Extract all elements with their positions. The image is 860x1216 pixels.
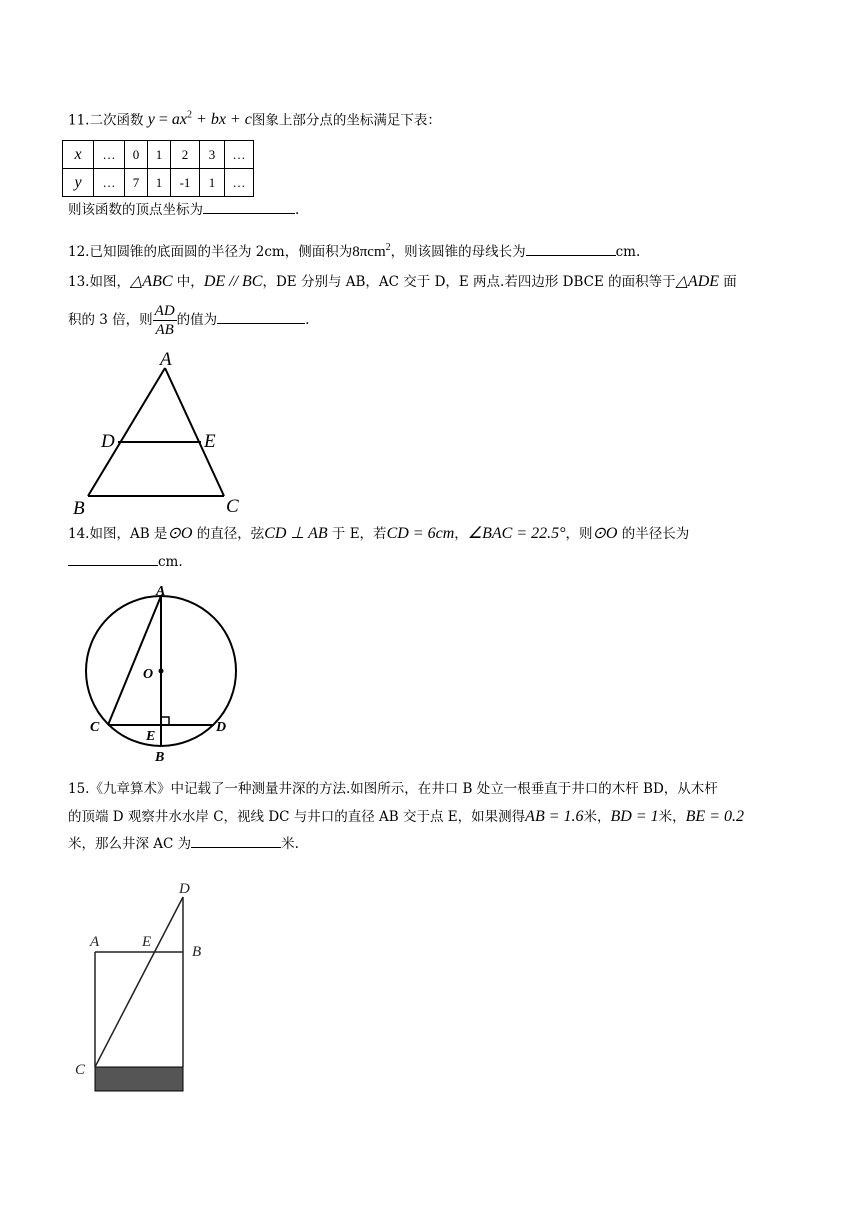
table-cell: 2 <box>171 141 200 169</box>
label-e: E <box>146 729 156 744</box>
label-e: E <box>142 934 152 950</box>
table-row <box>63 141 254 169</box>
answer-blank[interactable] <box>68 553 158 566</box>
q15-line-1: 15.《九章算术》中记载了一种测量井深的方法.如图所示，在井口 B 处立一根垂直于井口的木杆 BD，从木杆 <box>68 781 718 797</box>
label-d: D <box>216 720 227 735</box>
table-cell: 1 <box>200 169 225 197</box>
table-cell: x <box>63 141 94 169</box>
q11-answer-prefix: 则该函数的顶点坐标为 <box>68 202 203 218</box>
q11-value-table <box>62 140 254 197</box>
q13-triangle-abc: △ABC <box>129 273 173 290</box>
label-c: C <box>75 1062 86 1078</box>
table-cell: … <box>225 169 254 197</box>
label-c: C <box>226 496 239 517</box>
q14-cd-length: CD = 6cm <box>386 525 455 542</box>
answer-blank[interactable] <box>217 311 305 324</box>
q12-area: 8πcm$^2$ <box>352 242 391 260</box>
q15-line-3: 米，那么井深 AC 为 米. <box>68 836 299 852</box>
table-row <box>63 169 254 197</box>
label-b: B <box>155 750 165 765</box>
label-a: A <box>90 934 100 950</box>
q14-angle: ∠BAC = 22.5° <box>467 525 566 542</box>
table-cell: … <box>94 169 125 197</box>
table-cell: … <box>94 141 125 169</box>
answer-blank[interactable] <box>526 243 616 256</box>
q14-circle-o: ⊙O <box>167 525 193 542</box>
table-cell: 3 <box>200 141 225 169</box>
q11-line <box>68 106 441 130</box>
table-cell: … <box>225 141 254 169</box>
q11-equation: $y = ax^2$ + bx + c <box>147 110 252 129</box>
q15-be: BE = 0.2 <box>685 808 744 825</box>
q13-line-1: 13.如图，△ABC 中，DE // BC，DE 分别与 AB，AC 交于 D，E 两点.若四边形 DBCE 的面积等于△ADE 面 <box>68 273 737 290</box>
label-a: A <box>160 349 172 370</box>
q14-line-2: cm. <box>68 552 183 572</box>
q13-parallel: DE // BC <box>203 273 263 290</box>
table-cell: 0 <box>125 141 148 169</box>
label-d: D <box>101 431 115 452</box>
q13-line-2: 积的 3 倍，则 $\frac{AD}{AB}$ 的值为 . <box>68 303 310 338</box>
q11-suffix: 图象上部分点的坐标满足下表： <box>251 112 441 129</box>
table-cell: 7 <box>125 169 148 197</box>
q12-text: 12.已知圆锥的底面圆的半径为 2cm，侧面积为 <box>68 244 353 260</box>
q14-line-1: 14.如图，AB 是⊙O 的直径，弦CD ⊥ AB 于 E，若CD = 6cm，∠BAC = 22.5°，则⊙O 的半径长为 <box>68 525 690 542</box>
q15-bd: BD = 1 <box>610 808 659 825</box>
label-b: B <box>192 944 202 960</box>
q15-line-2: 的顶端 D 观察井水水岸 C，视线 DC 与井口的直径 AB 交于点 E，如果测得AB = 1.6米，BD = 1米，BE = 0.2 <box>68 808 744 825</box>
label-b: B <box>73 498 85 519</box>
q14-perp: CD ⊥ AB <box>264 525 328 542</box>
label-d: D <box>179 881 190 897</box>
table-cell: -1 <box>171 169 200 197</box>
label-c: C <box>90 720 100 735</box>
answer-blank[interactable] <box>191 835 281 848</box>
q11-answer-line: 则该函数的顶点坐标为 . <box>68 202 300 218</box>
label-e: E <box>204 431 216 452</box>
answer-blank[interactable] <box>203 201 295 214</box>
label-a: A <box>156 584 166 599</box>
q12-line: 12.已知圆锥的底面圆的半径为 2cm，侧面积为8πcm$^2$，则该圆锥的母线长为 cm. <box>68 242 641 260</box>
table-cell: 1 <box>148 169 171 197</box>
label-o: O <box>143 667 154 682</box>
q13-fraction: $\frac{AD}{AB}$ <box>154 303 175 338</box>
table-cell: 1 <box>148 141 171 169</box>
q15-ab: AB = 1.6 <box>525 808 584 825</box>
q13-triangle-ade: △ADE <box>675 273 720 290</box>
q11-prefix: 二次函数 <box>89 112 144 129</box>
table-cell: y <box>63 169 94 197</box>
q11-number: 11. <box>68 112 90 129</box>
